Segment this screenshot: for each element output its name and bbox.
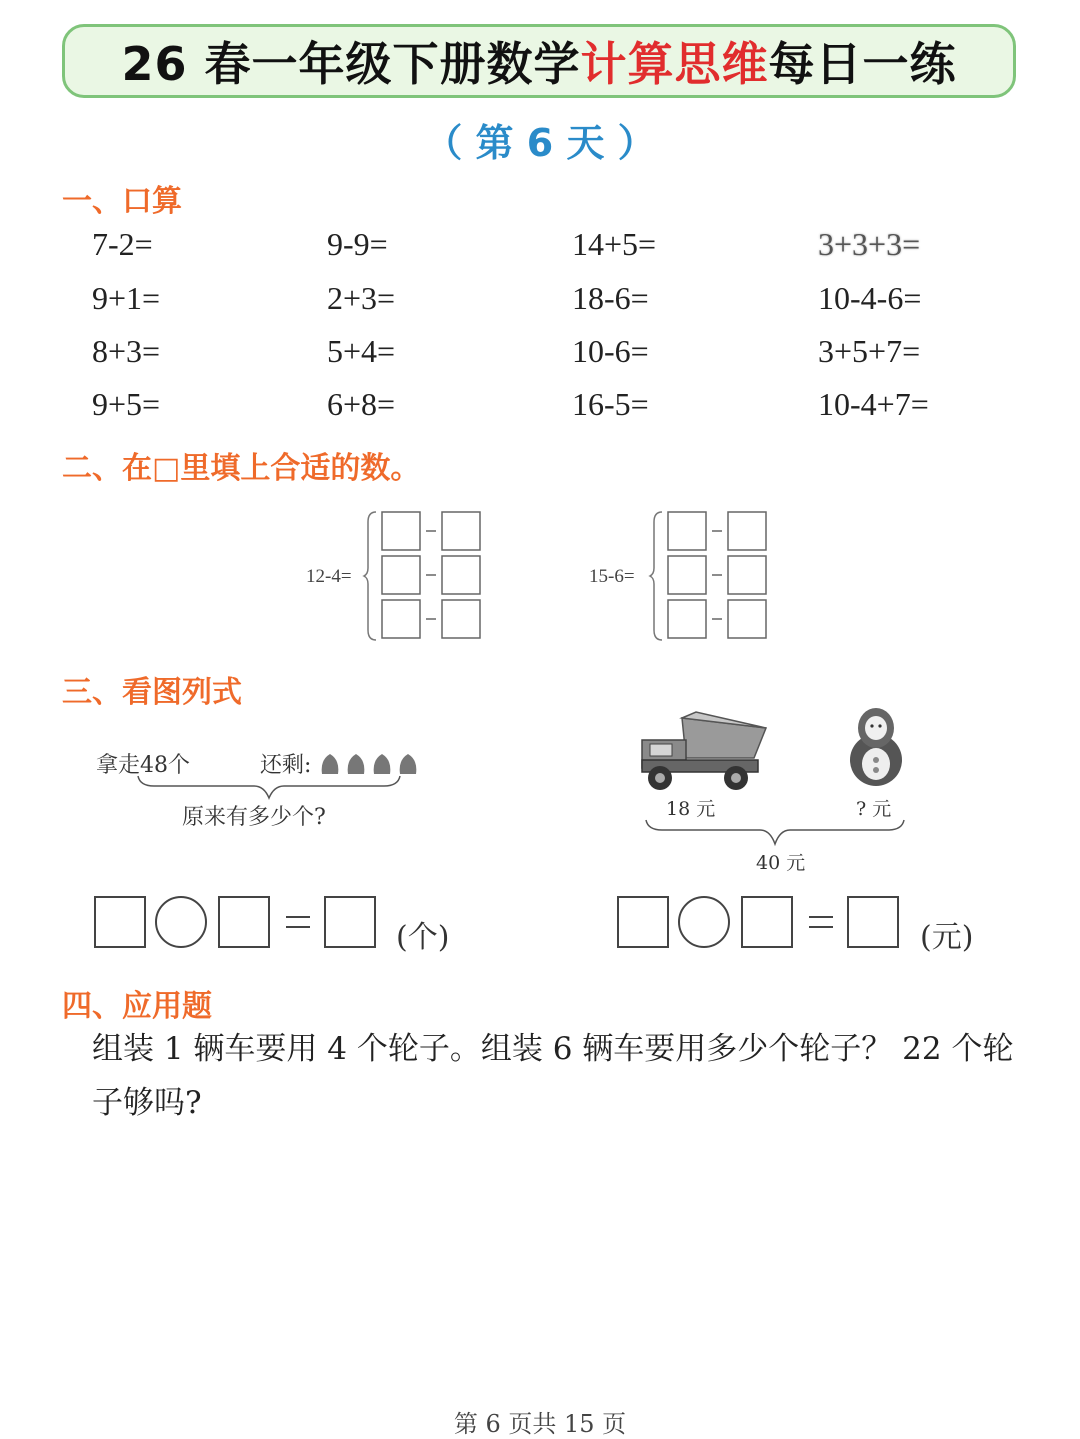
doll-price: ? 元 [856, 798, 892, 820]
calc-item: 3+3+3= [818, 226, 921, 262]
word-problem-line2: 子够吗? [92, 1085, 202, 1121]
equals-sign [807, 910, 835, 934]
calc-item: 10-4-6= [818, 280, 922, 316]
day-label: （ 第 6 天 ） [424, 121, 656, 165]
operator-circle[interactable] [678, 896, 730, 948]
calc-item: 6+8= [327, 386, 396, 422]
remain-label: 还剩: [260, 753, 312, 778]
unit-ge: (个) [396, 920, 450, 955]
split-expression-1: 12-4= [306, 566, 352, 587]
calc-item: 16-5= [572, 386, 649, 422]
calc-item: 7-2= [92, 226, 153, 262]
calc-item: 14+5= [572, 226, 657, 262]
answer-box[interactable] [847, 896, 899, 948]
left-brace [134, 774, 404, 802]
answer-box[interactable] [324, 896, 376, 948]
calc-item: 10-4+7= [818, 386, 929, 422]
split-boxes-1 [362, 508, 492, 642]
word-problem-line1: 组装 1 辆车要用 4 个轮子。组装 6 辆车要用多少个轮子？ 22 个轮 [92, 1031, 1014, 1067]
answer-box[interactable] [741, 896, 793, 948]
calc-item: 10-6= [572, 333, 649, 369]
truck-price: 18 元 [666, 798, 716, 820]
operator-circle[interactable] [155, 896, 207, 948]
total-price: 40 元 [756, 852, 806, 874]
calc-item: 5+4= [327, 333, 396, 369]
title-part3: 每日一练 [768, 37, 957, 91]
calc-item: 8+3= [92, 333, 161, 369]
calc-item: 9+1= [92, 280, 161, 316]
nesting-doll-icon [846, 704, 906, 788]
title-part1: 26 春一年级下册数学 [121, 37, 581, 91]
calc-item: 3+5+7= [818, 333, 921, 369]
calc-item: 18-6= [572, 280, 649, 316]
split-expression-2: 15-6= [589, 566, 635, 587]
section4-heading: 四、应用题 [62, 989, 212, 1024]
unit-yuan: (元) [920, 920, 974, 955]
calc-item: 9-9= [327, 226, 388, 262]
answer-box[interactable] [218, 896, 270, 948]
answer-box[interactable] [94, 896, 146, 948]
taken-label: 拿走48个 [96, 753, 190, 778]
right-brace [642, 818, 908, 848]
answer-box[interactable] [617, 896, 669, 948]
dump-truck-icon [636, 708, 772, 794]
title-banner [62, 24, 1016, 98]
title-part2: 计算思维 [580, 37, 769, 91]
section3-heading: 三、看图列式 [62, 675, 242, 710]
split-boxes-2 [648, 508, 778, 642]
equals-sign [284, 910, 312, 934]
question-label: 原来有多少个? [182, 805, 326, 830]
section2-heading: 二、在□里填上合适的数。 [62, 451, 421, 486]
calc-item: 9+5= [92, 386, 161, 422]
calc-item: 2+3= [327, 280, 396, 316]
section1-heading: 一、口算 [62, 184, 182, 219]
page-footer: 第 6 页共 15 页 [453, 1410, 627, 1438]
